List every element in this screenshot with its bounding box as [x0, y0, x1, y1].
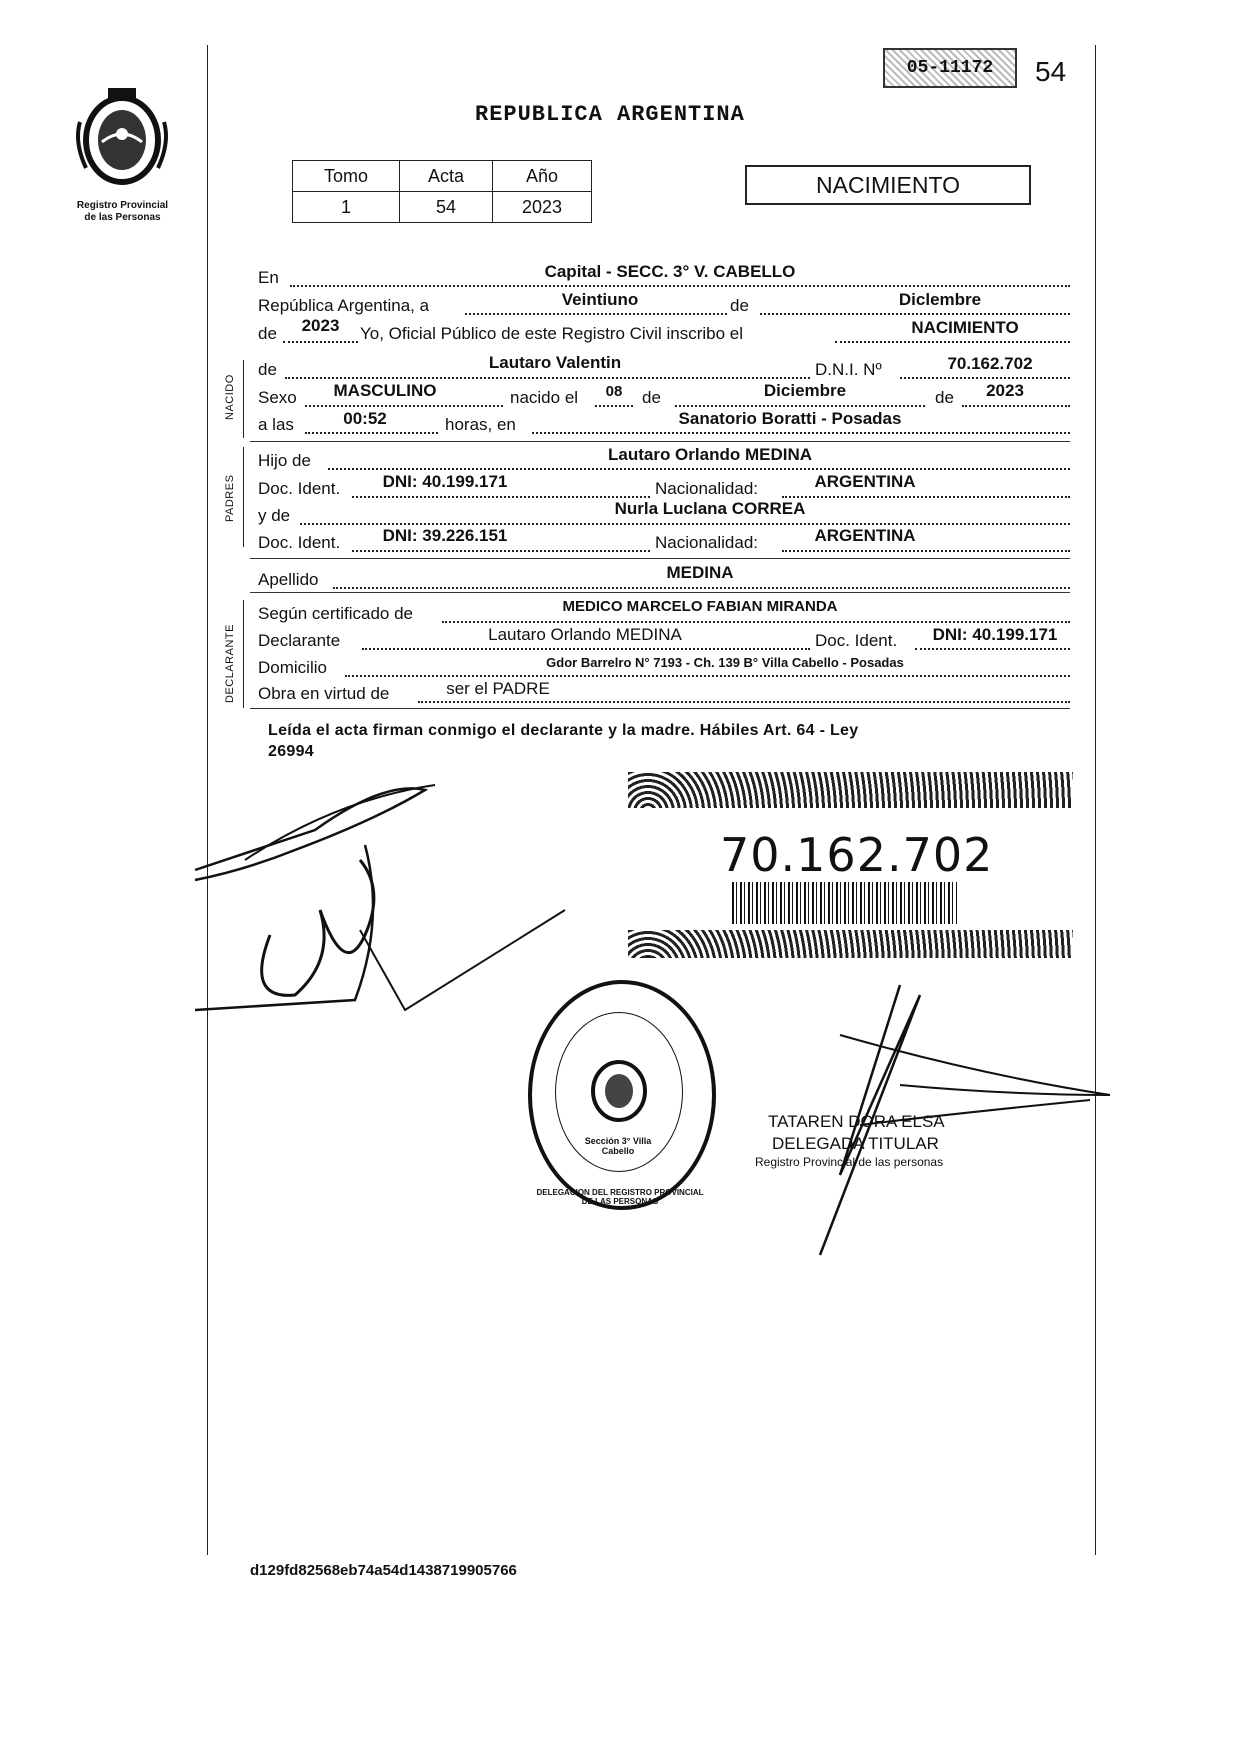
- dots-domicilio: [345, 675, 1070, 677]
- dots-sexo: [305, 405, 503, 407]
- section-label-padres: PADRES: [224, 474, 236, 522]
- seal-inner-text: Sección 3° Villa Cabello: [584, 1136, 652, 1156]
- dots-doc-declarante: [915, 648, 1070, 650]
- tomo-header: Tomo: [293, 161, 400, 192]
- label-yo-oficial: Yo, Oficial Público de este Registro Civil inscribo el: [360, 324, 743, 343]
- label-de-anio: de: [258, 324, 277, 343]
- label-de-nombre: de: [258, 360, 277, 379]
- value-madre: Nurla Luclana CORREA: [614, 499, 806, 518]
- value-tipo: NACIMIENTO: [911, 318, 1019, 337]
- value-doc-padre: DNI: 40.199.171: [382, 472, 508, 491]
- label-declarante: Declarante: [258, 631, 341, 650]
- officer-name: TATAREN DORA ELSA: [768, 1112, 945, 1131]
- officer-org: Registro Provincial de las personas: [755, 1155, 944, 1169]
- tomo-value: 1: [293, 192, 400, 223]
- value-declarante: Lautaro Orlando MEDINA: [488, 625, 682, 644]
- divider-nacido-padres: [250, 441, 1070, 442]
- right-border-line: [1095, 45, 1096, 1555]
- label-apellido: Apellido: [258, 570, 319, 589]
- label-obra: Obra en virtud de: [258, 684, 390, 703]
- seal-ring-text: DELEGACION DEL REGISTRO PROVINCIAL DE LAS PERSONAS: [536, 1188, 704, 1206]
- dots-certificado: [442, 621, 1070, 623]
- dots-nac-madre: [782, 550, 1070, 552]
- label-republica: República Argentina, a: [258, 296, 430, 315]
- dots-padre: [328, 468, 1070, 470]
- province-logo: [68, 82, 176, 194]
- document-hash: d129fd82568eb74a54d1438719905766: [250, 1562, 517, 1579]
- section-divider-declarante: [243, 600, 244, 708]
- value-apellido: MEDINA: [666, 563, 734, 582]
- country-title: REPUBLICA ARGENTINA: [475, 102, 745, 127]
- closing-line-1: Leída el acta firman conmigo el declarante y la madre. Hábiles Art. 64 - Ley: [268, 722, 859, 739]
- dots-doc-padre: [352, 496, 650, 498]
- anio-value: 2023: [493, 192, 592, 223]
- security-band-bottom: [628, 930, 1073, 958]
- dots-hora: [305, 432, 438, 434]
- dots-mes: [760, 313, 1070, 315]
- officer-title: DELEGADA TITULAR: [772, 1134, 939, 1153]
- closing-line-2: 26994: [268, 743, 314, 760]
- closing-text: [268, 720, 858, 762]
- value-mes: Diclembre: [898, 290, 982, 309]
- acta-value: 54: [400, 192, 493, 223]
- value-lugar: Capital - SECC. 3° V. CABELLO: [544, 262, 796, 281]
- dots-obra: [418, 701, 1070, 703]
- volume-table: [292, 160, 592, 223]
- logo-caption: Registro Provincial de las Personas: [76, 200, 169, 223]
- value-mes-nac: Diciembre: [763, 381, 847, 400]
- value-sexo: MASCULINO: [333, 381, 437, 400]
- label-de-mes-nac: de: [642, 388, 661, 407]
- divider-padres-apellido: [250, 558, 1070, 559]
- value-domicilio: Gdor Barrelro N° 7193 - Ch. 139 B° Villa Cabello - Posadas: [546, 655, 904, 670]
- dots-anio-nac: [962, 405, 1070, 407]
- label-segun-certificado: Según certificado de: [258, 604, 413, 623]
- section-label-declarante: DECLARANTE: [224, 624, 236, 703]
- value-anio: 2023: [301, 316, 340, 335]
- dots-anio: [283, 341, 358, 343]
- dots-tipo: [835, 341, 1070, 343]
- serial-stamp: 05-11172: [883, 48, 1017, 88]
- divider-apellido-declarante: [250, 592, 1070, 593]
- value-dni: 70.162.702: [947, 354, 1033, 373]
- value-obra: ser el PADRE: [446, 679, 550, 698]
- value-dia-nac: 08: [605, 383, 623, 400]
- acta-header: Acta: [400, 161, 493, 192]
- value-nac-madre: ARGENTINA: [814, 526, 916, 545]
- dots-doc-madre: [352, 550, 650, 552]
- value-anio-nac: 2023: [986, 381, 1024, 400]
- label-nacido-el: nacido el: [510, 388, 579, 407]
- seal-emblem-icon: [588, 1058, 650, 1124]
- label-doc-declarante: Doc. Ident.: [815, 631, 898, 650]
- value-doc-madre: DNI: 39.226.151: [382, 526, 508, 545]
- dots-madre: [300, 523, 1070, 525]
- security-barcode: [732, 882, 957, 924]
- label-y-de: y de: [258, 506, 291, 525]
- label-doc-padre: Doc. Ident.: [258, 479, 341, 498]
- value-nombre: Lautaro Valentin: [488, 353, 622, 372]
- dots-declarante: [362, 648, 810, 650]
- act-type-box: NACIMIENTO: [745, 165, 1031, 205]
- label-dni: D.N.I. Nº: [815, 360, 882, 379]
- security-dni-number: 70.162.702: [720, 828, 994, 882]
- value-doc-declarante: DNI: 40.199.171: [932, 625, 1058, 644]
- value-lugar-nac: Sanatorio Boratti - Posadas: [678, 409, 902, 428]
- dots-nombre: [285, 377, 810, 379]
- dots-dni: [900, 377, 1070, 379]
- label-en: En: [258, 268, 279, 287]
- dots-lugar: [290, 285, 1070, 287]
- section-divider-nacido: [243, 360, 244, 438]
- label-hijo-de: Hijo de: [258, 451, 311, 470]
- label-nac-padre: Nacionalidad:: [655, 479, 759, 498]
- security-band-top: [628, 772, 1073, 808]
- label-domicilio: Domicilio: [258, 658, 327, 677]
- label-sexo: Sexo: [258, 388, 297, 407]
- value-dia: Veintiuno: [561, 290, 639, 309]
- label-horas-en: horas, en: [445, 415, 516, 434]
- declarant-signature: [185, 760, 625, 1020]
- dots-apellido: [333, 587, 1070, 589]
- section-divider-padres: [243, 447, 244, 547]
- value-padre: Lautaro Orlando MEDINA: [607, 445, 812, 464]
- dots-nac-padre: [782, 496, 1070, 498]
- label-de-anio-nac: de: [935, 388, 954, 407]
- value-nac-padre: ARGENTINA: [814, 472, 916, 491]
- label-de-mes: de: [730, 296, 749, 315]
- page-number: 54: [1035, 56, 1067, 87]
- label-nac-madre: Nacionalidad:: [655, 533, 759, 552]
- label-doc-madre: Doc. Ident.: [258, 533, 341, 552]
- anio-header: Año: [493, 161, 592, 192]
- dots-dia-nac: [595, 405, 633, 407]
- value-hora: 00:52: [343, 409, 387, 428]
- value-certificado: MEDICO MARCELO FABIAN MIRANDA: [562, 598, 838, 615]
- dots-dia: [465, 313, 727, 315]
- section-label-nacido: NACIDO: [224, 374, 236, 420]
- divider-declarante-closing: [250, 708, 1070, 709]
- label-a-las: a las: [258, 415, 294, 434]
- dots-lugar-nac: [532, 432, 1070, 434]
- dots-mes-nac: [675, 405, 925, 407]
